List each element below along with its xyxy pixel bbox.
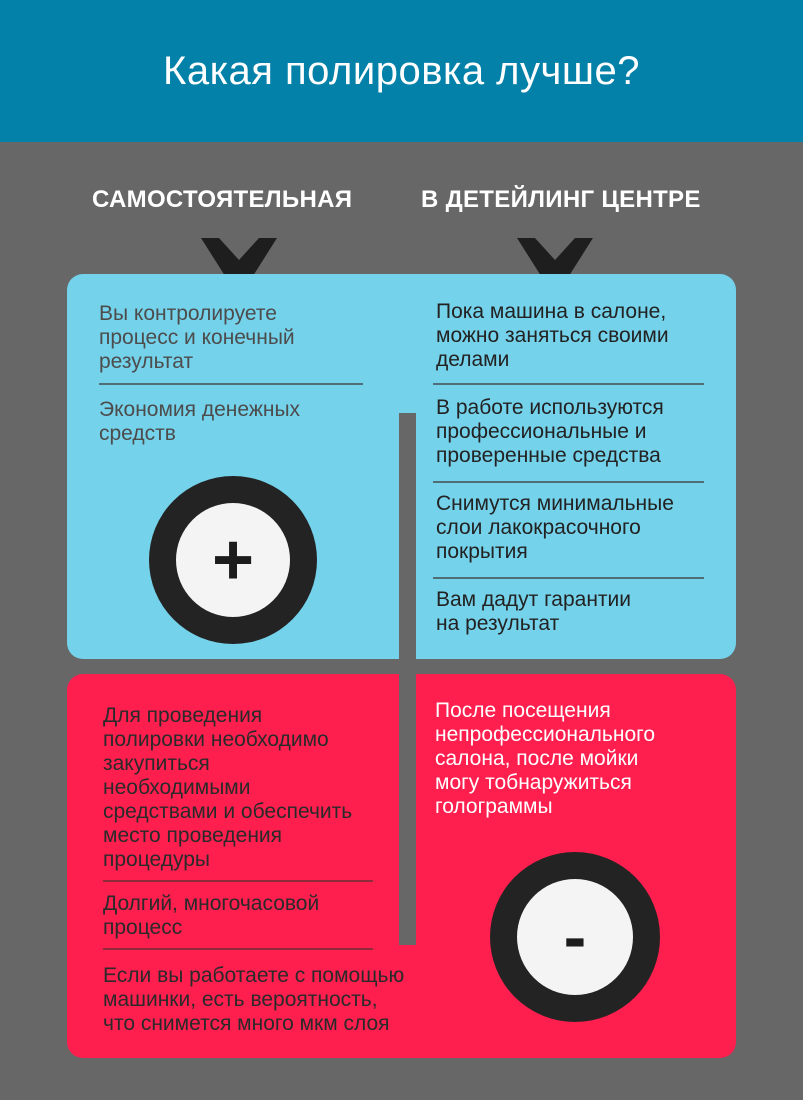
pros-left-item: Экономия денежных средств (99, 398, 301, 445)
pros-right-item: Снимутся минимальные слои лакокрасочного покрытия (436, 492, 674, 563)
divider (433, 481, 704, 483)
divider (103, 880, 373, 882)
header-banner (0, 0, 803, 142)
minus-badge (490, 852, 660, 1022)
pros-left-item: Вы контролируете процесс и конечный результат (99, 302, 295, 373)
pros-right-item: В работе используются профессиональные и проверенные средства (436, 396, 664, 467)
minus-icon: - (517, 879, 633, 995)
cons-right-item: После посещения непрофессионального салона, после мойки могу тобнаружиться голограммы (435, 699, 655, 818)
divider (99, 383, 363, 385)
pros-right-item: Вам дадут гарантии на результат (436, 588, 632, 635)
plus-icon: + (176, 503, 290, 617)
plus-badge (149, 476, 317, 644)
divider (103, 948, 373, 950)
cons-left-item: Для проведения полировки необходимо закупиться необходимыми средствами и обеспечить место проведения процедуры (103, 704, 353, 871)
divider (433, 383, 704, 385)
cons-left-item: Долгий, многочасовой процесс (103, 892, 320, 939)
cons-left-item: Если вы работаете с помощью машинки, есть вероятность, что снимется много мкм слоя (103, 964, 405, 1035)
page-title: Какая полировка лучше? (163, 48, 640, 93)
column-title-detailing: В ДЕТЕЙЛИНГ ЦЕНТРЕ (421, 186, 701, 213)
column-title-self: САМОСТОЯТЕЛЬНАЯ (92, 186, 353, 213)
divider (433, 577, 704, 579)
pros-right-item: Пока машина в салоне, можно заняться своими делами (436, 300, 669, 371)
center-divider (399, 413, 416, 945)
